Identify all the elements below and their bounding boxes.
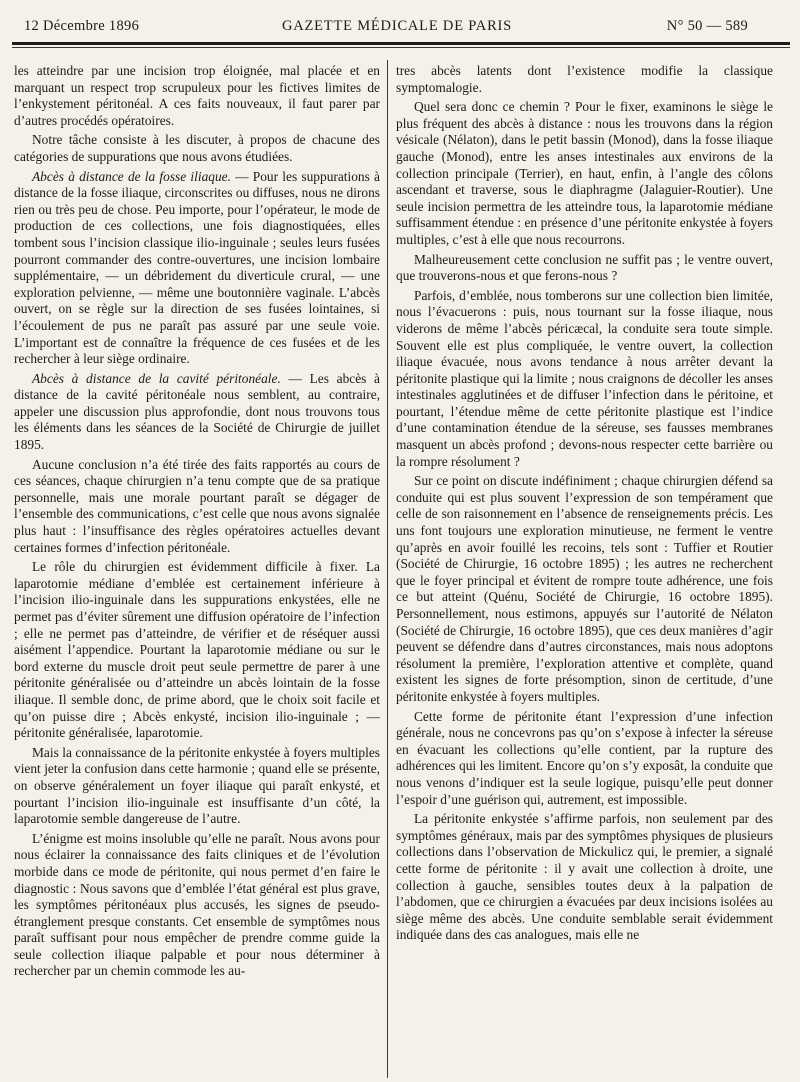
paragraph (14, 169, 380, 368)
paragraph: Malheureusement cette conclusion ne suffit pas ; le ventre ouvert, que trouverons-nous et que ferons-nous ? (396, 251, 773, 284)
left-column (14, 63, 380, 1076)
paragraph: les atteindre par une incision trop éloignée, mal placée et en marquant un respect trop scrupuleux pour les fictives limites de l’enkystement péritonéal. A ces faits nouveaux, il faut parer par d’autres procédés opératoires. (14, 63, 380, 128)
paragraph: Le rôle du chirurgien est évidemment difficile à fixer. La laparotomie médiane d’emblée est certainement inférieure à l’incision ilio-inguinale dans les suppurations enkystées, elle ne permet pas d’éviter sûrement une diffusion opératoire de l’infection ; elle ne permet pas d’atteindre, de vérifier et de réséquer aussi aisément l’appendice. Pourtant la laparotomie médiane ou sur le bord externe du muscle droit peut seule permettre de parer à une péritonite généralisée ou d’atteindre un abcès lointain de la fosse iliaque. Il semble donc, de prime abord, que le choix soit facile et qu’on puisse dire ; Abcès enkysté, incision ilio-inguinale ; — péritonite généralisée, laparotomie. (14, 559, 380, 741)
issue-page-number: N° 50 — 589 (666, 18, 748, 34)
column-divider (387, 60, 388, 1078)
section-heading: Abcès à distance de la fosse iliaque. (32, 168, 231, 184)
paragraph: Cette forme de péritonite étant l’expression d’une infection générale, nous ne concevrons pas qu’on s’expose à infecter la séreuse en évacuant les collections qu’elle contient, par la rupture des adhérences qui les limitent. Encore qu’on s’y exposât, la conduite que nous venons d’indiquer est la seule logique, puisqu’elle peut donner l’espoir d’une guérison qui, autrement, est impossible. (396, 708, 773, 807)
header-date: 12 Décembre 1896 (24, 18, 140, 34)
paragraph: tres abcès latents dont l’existence modifie la classique symptomalogie. (396, 63, 773, 95)
page-header (14, 16, 780, 40)
paragraph-text: — Pour les suppurations à distance de la fosse iliaque, circonscrites ou diffuses, nous ne dirons rien ou très peu de chose. Peu importe, pour l’opérateur, le mode de production de ces collections, une fois diagnostiquées, elles tombent sous l’incision classique ilio-inguinale ; seules leurs fusées pourront commander des contre-ouvertures, une incision lombaire supplémentaire, — un débridement du diverticule crural, — une exploration pelvienne, — même une boutonnière vaginale. L’abcès ouvert, on se règle sur la direction de ses fusées lointaines, si l’écoulement de pus ne paraît pas assuré par une seule voie. L’important est de connaître la fréquence de ces fusées et de les rechercher à leur siège ordinaire. (14, 168, 380, 367)
paragraph (14, 371, 380, 454)
section-heading: Abcès à distance de la cavité péritonéale. (32, 370, 281, 386)
paragraph: Sur ce point on discute indéfiniment ; chaque chirurgien défend sa conduite qui est plus souvent l’expression de son tempérament que celle de son raisonnement en l’absence de renseignements précis. Les uns font toujours une exploration minutieuse, ne ferment le ventre qu’après en avoir fouillé les recoins, tels sont : Tuffier et Routier (Société de Chirurgie, 16 octobre 1895) ; les autres ne recherchent que le foyer principal et évitent de rompre toute adhérence, une fois ce but atteint (Quénu, Société de Chirurgie, 16 octobre 1895). Personnellement, nous estimons, appuyés sur l’autorité de Nélaton (Société de Chirurgie, 16 octobre 1895), que ces deux manières d’agir peuvent se défendre dans d’autres circonstances, mais nous adoptons résolument la première, l’exploration attentive et complète, quand existent les signes de forte présomption, sinon de certitude, d’une péritonite enkystée à foyers multiples. (396, 473, 773, 704)
journal-title: GAZETTE MÉDICALE DE PARIS (281, 18, 513, 34)
header-rule-thin (12, 47, 790, 48)
paragraph: Notre tâche consiste à les discuter, à propos de chacune des catégories de suppurations que nous avons étudiées. (14, 132, 380, 164)
paragraph: Parfois, d’emblée, nous tomberons sur une collection bien limitée, nous l’évacuerons : puis, nous tournant sur la fosse iliaque, nous viderons de même l’abcès péricæcal, la conduite sera toute simple. Souvent elle est plus compliquée, le ventre ouvert, la collection iliaque évacuée, nous avons tendance à nous arrêter devant la péritonite plastique qui la limite ; nous craignons de décoller les anses intestinales agglutinées et de diffuser l’infection dans le péritoine, et pourtant, l’étendue même de cette péritonite plastique est l’indice d’une contamination étendue de la séreuse, ses fausses membranes masquent un abcès profond ; devons-nous respecter cette barrière ou la rompre résolument ? (396, 287, 773, 469)
paragraph: Aucune conclusion n’a été tirée des faits rapportés au cours de ces séances, chaque chirurgien n’a tenu compte que de sa pratique personnelle, mais une morale pourtant paraît se dégager de l’ensemble des communications, c’est celle que nous avons signalée plus haut : l’insuffisance des règles opératoires actuelles devant certaines formes d’infection péritonéale. (14, 456, 380, 555)
paragraph: La péritonite enkystée s’affirme parfois, non seulement par des symptômes généraux, mais par des symptômes physiques de plusieurs collections dans l’observation de Mickulicz qui, le premier, a signalé cette forme de péritonite : il y avait une collection à droite, une collection à gauche, sensibles toutes deux à la palpation de l’abdomen, que ce chirurgien a évacuées par deux incisions isolées au siège même des abcès. Une conduite semblable serait évidemment indiquée dans des cas analogues, mais elle ne (396, 811, 773, 943)
paragraph: L’énigme est moins insoluble qu’elle ne paraît. Nous avons pour nous éclairer la connaissance des faits cliniques et de l’évolution morbide dans ce mode de péritonite, qui nous permet d’en faire le diagnostic : Nous savons que d’emblée l’état général est plus grave, les symptômes péritonéaux plus accusés, les signes de pseudo-étranglement presque constants. Cet ensemble de symptômes nous paraît suffisant pour nous empêcher de prendre comme guide la seule collection iliaque palpable et pour nous déterminer à rechercher par un chemin commode les au- (14, 830, 380, 979)
paragraph: Mais la connaissance de la péritonite enkystée à foyers multiples vient jeter la confusion dans cette harmonie ; quand elle se présente, on observe généralement un foyer iliaque qui paraît enkysté, et pourtant l’incision ilio-inguinale est insuffisante d’un côté, la laparotomie semble dangereuse de l’autre. (14, 744, 380, 827)
paragraph: Quel sera donc ce chemin ? Pour le fixer, examinons le siège le plus fréquent des abcès à distance : nous les trouvons dans la région vésicale (Nélaton), dans le petit bassin (Monod), dans la fosse iliaque gauche (Monod), entre les anses intestinales aux environs de la collection principale (Terrier), en haut, enfin, à l’angle des côlons ascendant et traverse, sous le diaphragme (Jalaguier-Routier). Une seule incision permettra de les atteindre tous, la laparotomie médiane suffisamment étendue : en présence d’une péritonite enkystée à foyers multiples, c’est à elle que nous recourrons. (396, 99, 773, 247)
header-rule-thick (12, 42, 790, 45)
right-column (396, 63, 773, 1076)
paragraph-text: — Les abcès à distance de la cavité péritonéale nous semblent, au contraire, appeler une discussion plus approfondie, dont nous trouvons tous les éléments dans les séances de la Société de Chirurgie de juillet 1895. (14, 370, 380, 453)
